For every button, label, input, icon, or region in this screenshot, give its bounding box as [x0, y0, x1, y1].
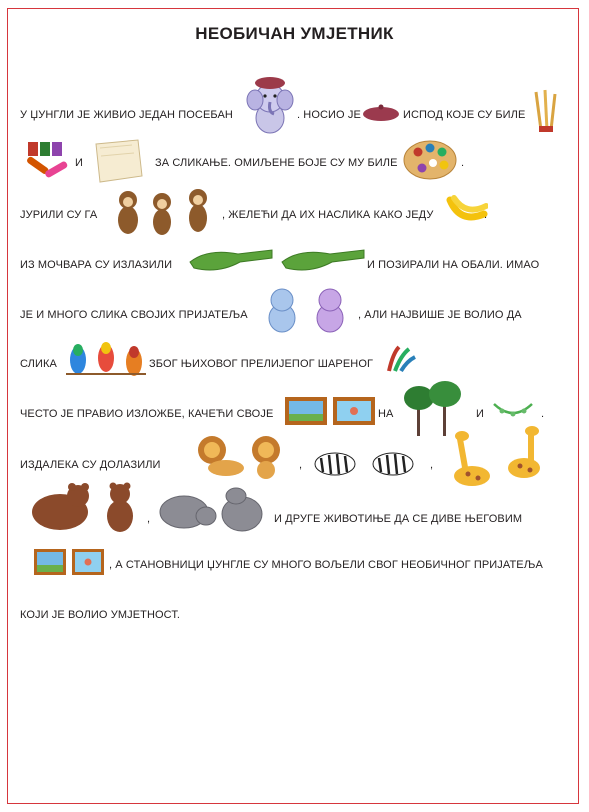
- text-line-1a: У ЏУНГЛИ ЈЕ ЖИВИО ЈЕДАН ПОСЕБАН: [20, 109, 233, 121]
- paint-tubes-icon: [24, 138, 72, 184]
- paper-scroll-icon: [92, 136, 146, 186]
- elephant-with-beret-icon: [244, 74, 296, 136]
- text-line-8c: ,: [430, 459, 434, 471]
- text-line-5a: ЈЕ И МНОГО СЛИКА СВОЈИХ ПРИЈАТЕЉА: [20, 309, 248, 321]
- text-line-3b: , ЖЕЛЕЋИ ДА ИХ НАСЛИКА КАКО ЈЕДУ: [222, 209, 434, 221]
- text-line-6a: СЛИКА: [20, 358, 57, 370]
- crocodiles-icon: [188, 240, 368, 276]
- page-title: НЕОБИЧАН УМЈЕТНИК: [195, 24, 394, 43]
- framed-paintings-icon: [284, 396, 376, 426]
- zebras-icon: [309, 436, 421, 484]
- giraffes-icon: [450, 426, 552, 490]
- text-line-8a: ИЗДАЛЕКА СУ ДОЛАЗИЛИ: [20, 459, 161, 471]
- text-line-1c: ИСПОД КОЈЕ СУ БИЛЕ: [403, 109, 526, 121]
- text-line-7d: .: [541, 408, 545, 420]
- text-line-4b: И ПОЗИРАЛИ НА ОБАЛИ. ИМАО: [367, 259, 540, 271]
- text-line-8b: ,: [299, 459, 303, 471]
- text-line-7c: И: [476, 408, 485, 420]
- text-line-7a: ЧЕСТО ЈЕ ПРАВИО ИЗЛОЖБЕ, КАЧЕЋИ СВОЈЕ: [20, 408, 274, 420]
- text-line-6b: ЗБОГ ЊИХОВОГ ПРЕЛИЈЕПОГ ШАРЕНОГ: [149, 358, 374, 370]
- text-line-5b: , АЛИ НАЈВИШЕ ЈЕ ВОЛИО ДА: [358, 309, 522, 321]
- text-line-2a: И: [75, 157, 84, 169]
- lions-icon: [186, 432, 290, 480]
- feathers-icon: [385, 345, 417, 373]
- paintbrushes-icon: [531, 88, 561, 134]
- text-line-2b: ЗА СЛИКАЊЕ. ОМИЉЕНЕ БОЈЕ СУ МУ БИЛЕ: [155, 157, 398, 169]
- paint-palette-icon: [402, 138, 458, 182]
- text-line-7b: НА: [378, 408, 394, 420]
- beret-icon: [362, 103, 400, 123]
- text-line-3c: .: [484, 209, 488, 221]
- bears-icon: [30, 480, 142, 534]
- text-line-9a: ,: [147, 513, 151, 525]
- elephants-icon: [260, 284, 354, 336]
- text-line-3a: ЈУРИЛИ СУ ГА: [20, 209, 98, 221]
- hippos-icon: [156, 486, 272, 532]
- text-line-4a: ИЗ МОЧВАРА СУ ИЗЛАЗИЛИ: [20, 259, 173, 271]
- text-line-2c: .: [461, 157, 465, 169]
- text-line-11a: КОЈИ ЈЕ ВОЛИО УМЈЕТНОСТ.: [20, 609, 181, 621]
- text-line-9b: И ДРУГЕ ЖИВОТИЊЕ ДА СЕ ДИВЕ ЊЕГОВИМ: [274, 513, 523, 525]
- parrots-icon: [64, 340, 148, 388]
- framed-paintings-small-icon: [33, 548, 105, 576]
- monkeys-icon: [110, 186, 218, 238]
- text-line-1b: . НОСИО ЈЕ: [297, 109, 361, 121]
- bananas-icon: [446, 194, 488, 224]
- text-line-10a: , А СТАНОВНИЦИ ЏУНГЛЕ СУ МНОГО ВОЉЕЛИ СВОГ НЕОБИЧНОГ ПРИЈАТЕЉА: [109, 559, 543, 571]
- vines-icon: [492, 400, 534, 420]
